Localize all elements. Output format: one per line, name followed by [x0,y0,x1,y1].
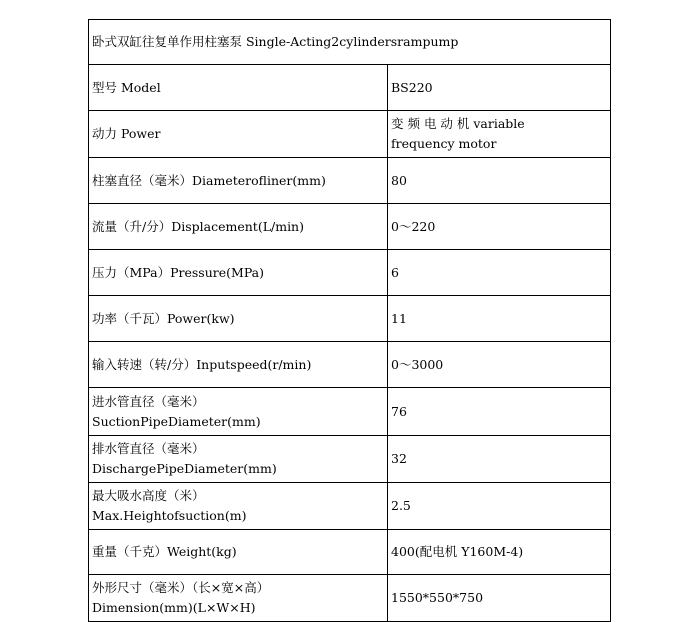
row-label-line: 外形尺寸（毫米）（长×宽×高） [92,580,270,595]
row-value-line: 变 频 电 动 机 variable [391,116,525,131]
table-row-input-speed [89,342,611,388]
table-row-pressure [89,250,611,296]
table-row-power-kw [89,296,611,342]
row-value: 76 [388,388,611,436]
row-value: 2.5 [388,483,611,530]
table-row-dimension [89,575,611,622]
row-label-line: 进水管直径（毫米） [92,393,205,409]
row-label [89,436,388,483]
row-label-line: DischargePipeDiameter(mm) [92,461,277,476]
row-value: 32 [388,436,611,483]
row-value: 6 [388,250,611,296]
table-row-displacement [89,204,611,250]
table-row-suction-pipe [89,388,611,436]
row-label [89,388,388,436]
row-label [89,575,388,622]
table-row-discharge-pipe [89,436,611,483]
row-label-line: Dimension(mm)(L×W×H) [92,600,256,615]
row-value-line: frequency motor [391,136,497,151]
table-row-suction-height [89,483,611,530]
table-title-row [89,20,611,65]
table-row-power [89,111,611,158]
row-value: 0～3000 [388,342,611,388]
row-label-line: 排水管直径（毫米） [92,441,205,456]
row-value: 80 [388,158,611,204]
row-value: 400(配电机 Y160M-4) [388,530,611,575]
row-label: 流量（升/分）Displacement(L/min) [89,204,388,250]
row-label: 柱塞直径（毫米）Diameterofliner(mm) [89,158,388,204]
row-label-line: 最大吸水高度（米） [92,488,205,503]
row-label: 输入转速（转/分）Inputspeed(r/min) [89,342,388,388]
table-title: 卧式双缸往复单作用柱塞泵 Single-Acting2cylindersrampump [89,20,611,65]
row-label: 功率（千瓦）Power(kw) [89,296,388,342]
row-label-line: Max.Heightofsuction(m) [92,508,247,523]
row-value: 1550*550*750 [388,575,611,622]
row-value: BS220 [388,65,611,111]
row-label: 重量（千克）Weight(kg) [89,530,388,575]
row-label: 动力 Power [89,111,388,158]
row-label-line: SuctionPipeDiameter(mm) [92,413,261,429]
row-value: 0～220 [388,204,611,250]
row-label [89,483,388,530]
row-label: 型号 Model [89,65,388,111]
table-row-weight [89,530,611,575]
pump-spec-table [88,19,611,622]
table-row-plunger-diameter [89,158,611,204]
row-label: 压力（MPa）Pressure(MPa) [89,250,388,296]
table-row-model [89,65,611,111]
row-value [388,111,611,158]
row-value: 11 [388,296,611,342]
